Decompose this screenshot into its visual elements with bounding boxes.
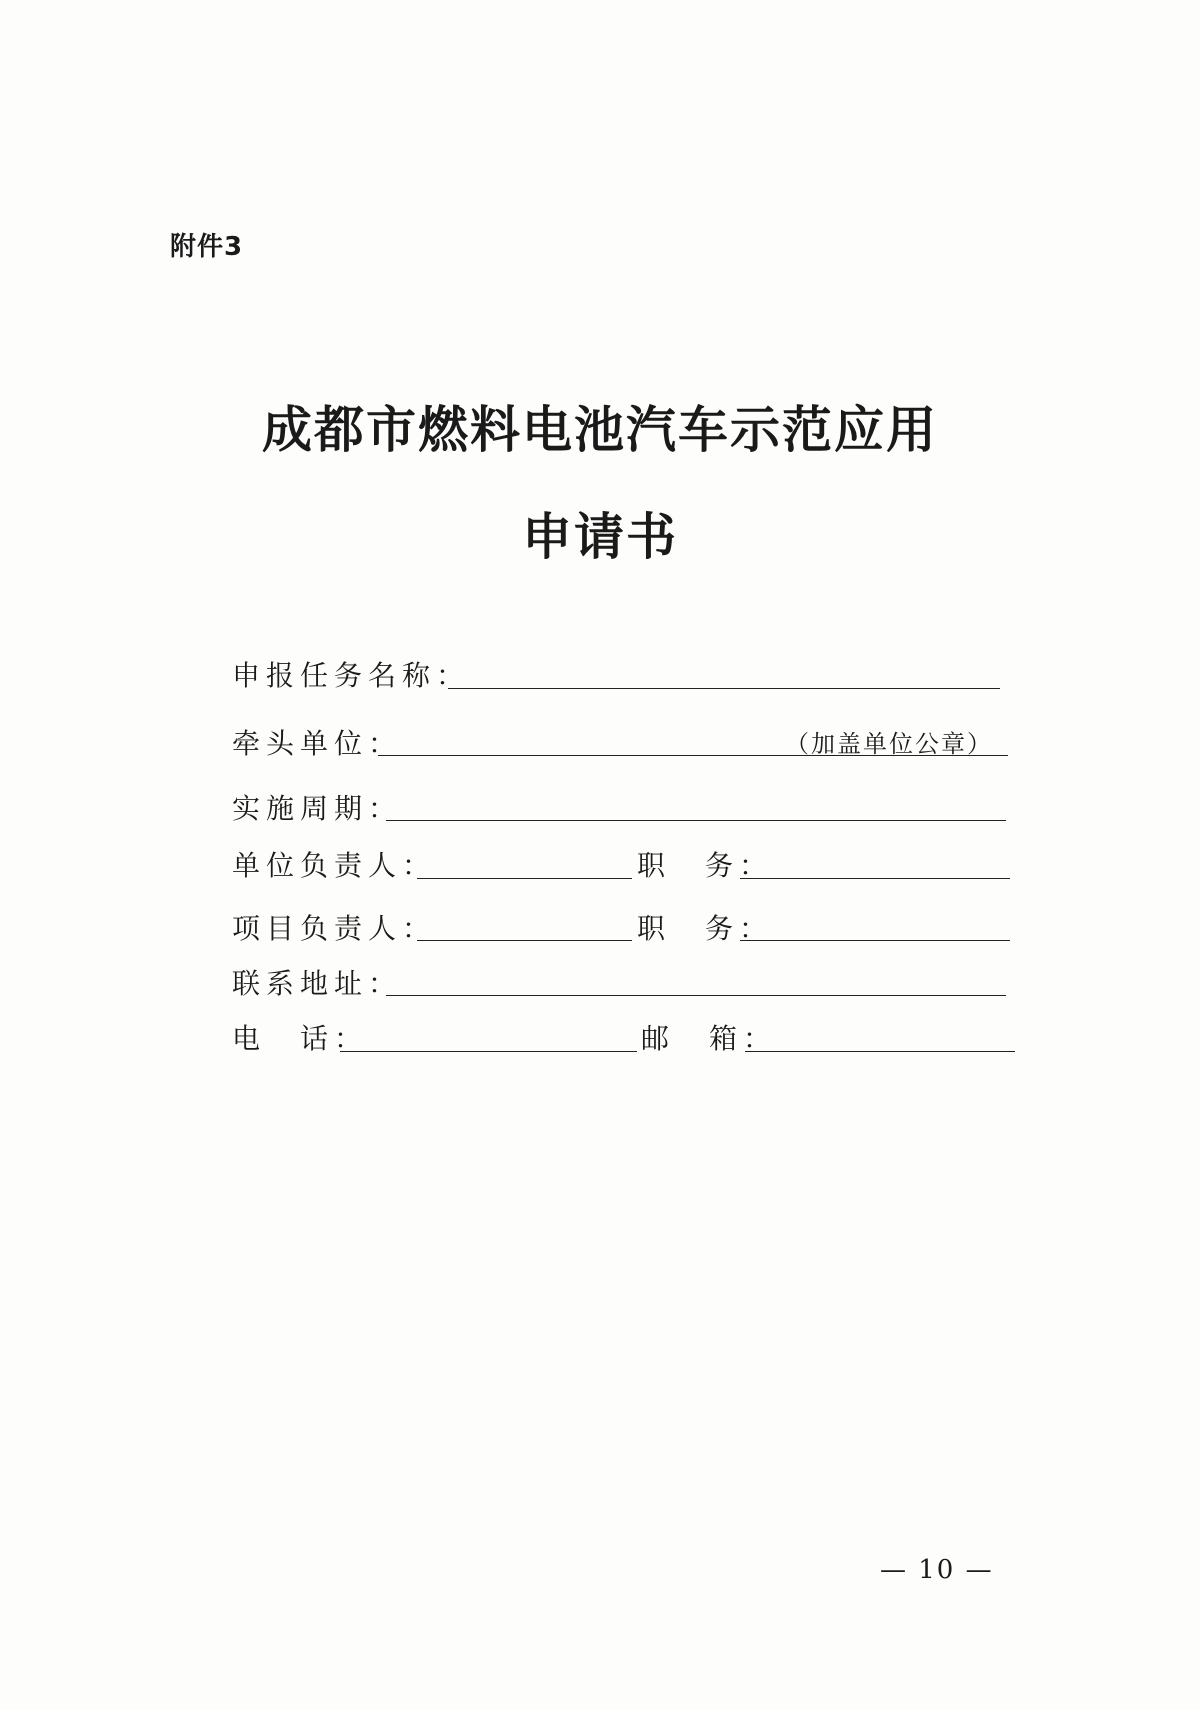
project-head-field[interactable] <box>417 940 632 941</box>
unit-head-field[interactable] <box>417 878 632 879</box>
email-label: 邮 箱： <box>641 1022 778 1055</box>
unit-head-position-field[interactable] <box>740 878 1010 879</box>
project-head-position-label: 职 务： <box>637 912 774 945</box>
phone-label: 电 话： <box>232 1022 369 1055</box>
attachment-label: 附件3 <box>170 232 244 262</box>
document-title-line-2: 申请书 <box>522 508 678 566</box>
period-field[interactable] <box>386 820 1006 821</box>
address-field[interactable] <box>386 995 1006 996</box>
unit-head-label: 单位负责人： <box>232 849 437 882</box>
phone-field[interactable] <box>340 1051 637 1052</box>
page-number: — 10 — <box>880 1555 994 1585</box>
task-name-label: 申报任务名称： <box>232 659 471 692</box>
period-label: 实施周期： <box>232 792 403 825</box>
unit-head-position-label: 职 务： <box>637 849 774 882</box>
project-head-position-field[interactable] <box>740 940 1010 941</box>
address-label: 联系地址： <box>232 967 403 1000</box>
seal-note: （加盖单位公章） <box>785 730 993 758</box>
lead-unit-label: 牵头单位： <box>232 727 403 760</box>
email-field[interactable] <box>745 1051 1015 1052</box>
project-head-label: 项目负责人： <box>232 912 437 945</box>
document-title-line-1: 成都市燃料电池汽车示范应用 <box>262 401 938 459</box>
task-name-field[interactable] <box>448 688 1000 689</box>
